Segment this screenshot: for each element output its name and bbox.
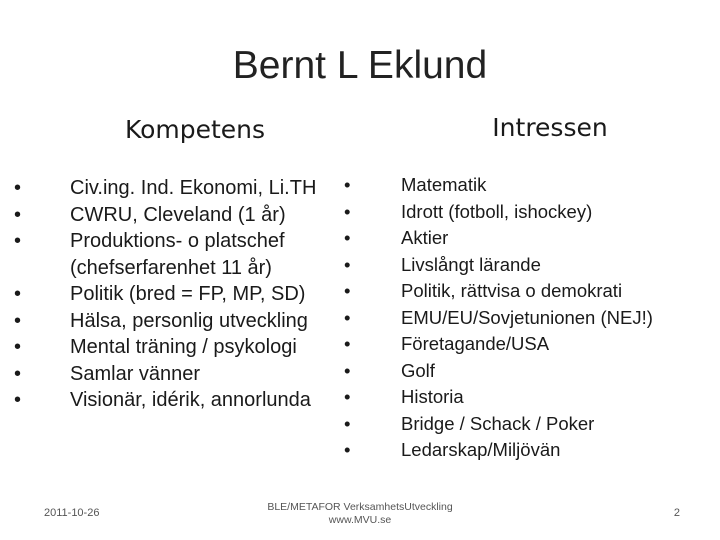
bullet-icon: • [14,336,22,358]
page-number: 2 [673,507,680,519]
list-item: • Företagande/USA [372,331,712,358]
list-item: • Historia [372,384,712,411]
footer-date: 2011-10-26 [44,507,100,519]
slide-title: Bernt L Eklund [232,44,488,87]
left-column-heading: Kompetens [124,115,266,144]
bullet-icon: • [14,203,22,226]
bullet-icon: • [344,333,351,354]
bullet-icon: • [14,309,22,332]
bullet-icon: • [344,412,351,434]
list-item: • Golf [372,358,712,385]
bullet-icon: • [344,306,351,328]
bullet-icon: • [14,230,22,252]
bullet-icon: • [344,359,351,381]
intressen-list [344,172,712,464]
bullet-icon: • [14,177,22,199]
list-item: • Aktier [372,225,712,252]
bullet-icon: • [344,280,351,301]
kompetens-list [14,175,362,414]
bullet-icon: • [344,174,351,195]
list-item: • Hälsa, personlig utveckling [42,308,362,335]
list-item: • Produktions- o platschef (chefserfarenhet 11 år) [14,230,285,279]
list-item: • Samlar vänner [42,361,362,388]
footer-org-name: BLE/METAFOR VerksamhetsUtveckling [267,501,453,513]
list-item: • Livslångt lärande [372,252,712,279]
list-item: • Mental träning / psykologi [42,334,362,361]
list-item: • Visionär, idérik, annorlunda [42,387,362,414]
list-item: • Idrott (fotboll, ishockey) [372,199,712,226]
list-item: • EMU/EU/Sovjetunionen (NEJ!) [372,305,712,332]
list-item: • Politik, rättvisa o demokrati [372,278,712,305]
list-item: • Civ.ing. Ind. Ekonomi, Li.TH [42,175,362,202]
list-item: • Bridge / Schack / Poker [372,411,712,438]
bullet-icon: • [344,253,351,275]
bullet-icon: • [344,386,351,407]
right-column-heading: Intressen [492,113,608,142]
bullet-icon: • [14,283,22,305]
list-item: • Politik (bred = FP, MP, SD) [42,281,362,308]
bullet-icon: • [344,227,351,248]
bullet-icon: • [344,439,351,460]
footer-website: www.MVU.se [328,514,392,526]
bullet-icon: • [14,389,22,411]
bullet-icon: • [344,200,351,222]
list-item: • Matematik [372,172,712,199]
list-item: • CWRU, Cleveland (1 år) [42,202,362,229]
list-item: • Ledarskap/Miljövän [372,437,712,464]
footer-organization [240,501,480,527]
bullet-icon: • [14,362,22,385]
